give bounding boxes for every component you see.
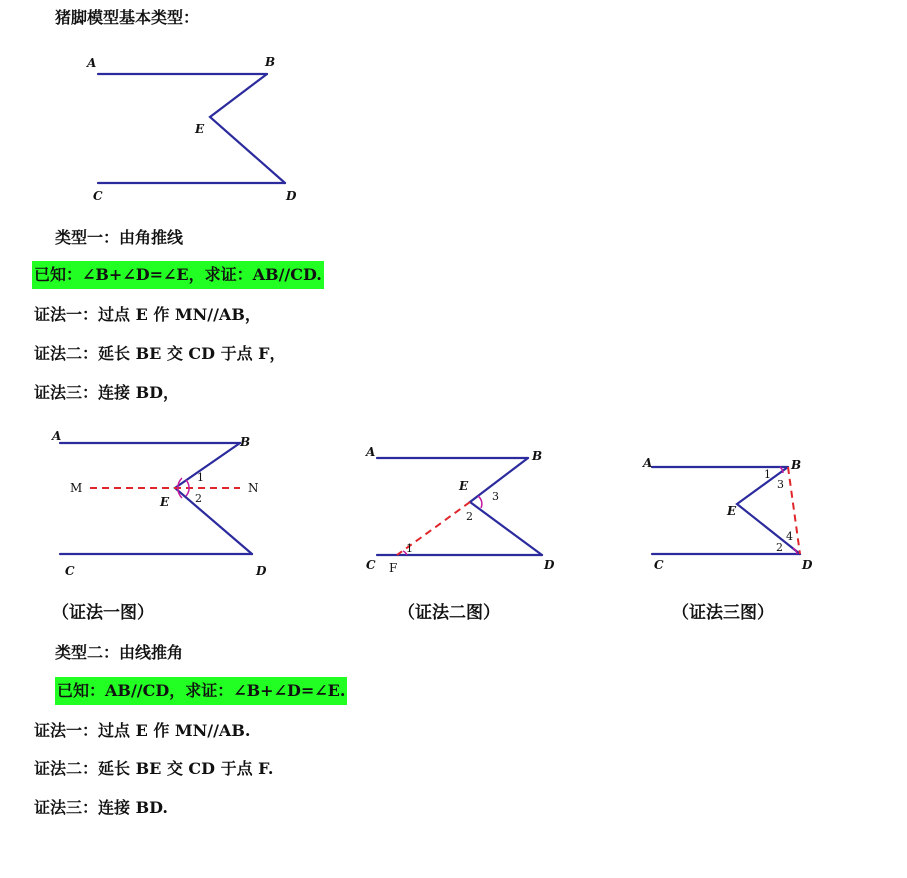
fig2-label-b: B — [532, 449, 543, 463]
type1-proof-3: 证法三：连接 BD， — [34, 383, 179, 402]
type2-proof-1: 证法一：过点 E 作 MN//AB. — [34, 721, 251, 740]
fig2-angle-3: 3 — [492, 490, 499, 503]
proof2-figure — [365, 445, 555, 575]
fig3-label-c: C — [654, 558, 664, 572]
fig1-label-m: M — [70, 481, 83, 495]
type1-proof-2: 证法二：延长 BE 交 CD 于点 F， — [34, 344, 286, 363]
type2-proof-2: 证法二：延长 BE 交 CD 于点 F. — [34, 759, 274, 778]
fig1-angle-1: 1 — [197, 471, 204, 484]
label-d: D — [286, 189, 297, 203]
fig1-label-c: C — [65, 564, 75, 578]
fig2-label-d: D — [544, 558, 555, 572]
fig2-label-a: A — [366, 445, 376, 459]
caption-proof3: （证法三图） — [672, 603, 774, 623]
fig1-label-a: A — [52, 429, 62, 443]
fig2-label-e: E — [459, 479, 469, 493]
page-heading: 猪脚模型基本类型： — [55, 8, 200, 27]
proof1-figure — [51, 429, 267, 578]
caption-proof1: （证法一图） — [52, 603, 154, 623]
fig3-angle-1: 1 — [764, 468, 771, 481]
fig2-label-f: F — [389, 561, 398, 575]
fig2-angle-2: 2 — [466, 510, 473, 523]
label-c: C — [93, 189, 103, 203]
caption-proof2: （证法二图） — [398, 603, 500, 623]
fig1-label-n: N — [248, 481, 259, 495]
fig3-angle-4: 4 — [786, 530, 793, 543]
fig3-angle-2: 2 — [776, 541, 783, 554]
type1-given: 已知：∠B+∠D=∠E，求证：AB//CD. — [32, 261, 324, 289]
fig3-label-d: D — [802, 558, 813, 572]
fig1-label-e: E — [160, 495, 170, 509]
fig3-angle-3: 3 — [777, 478, 784, 491]
fig2-angle-1: 1 — [406, 542, 413, 555]
fig1-label-d: D — [256, 564, 267, 578]
type2-title: 类型二：由线推角 — [55, 643, 184, 662]
type1-title: 类型一：由角推线 — [55, 228, 184, 247]
label-b: B — [265, 55, 276, 69]
type1-proof-1: 证法一：过点 E 作 MN//AB， — [34, 305, 261, 324]
label-a: A — [87, 56, 97, 70]
fig3-label-a: A — [643, 456, 653, 470]
fig3-label-e: E — [727, 504, 737, 518]
proof3-figure — [642, 456, 813, 572]
fig3-label-b: B — [791, 458, 802, 472]
type2-given: 已知：AB//CD，求证：∠B+∠D=∠E. — [55, 677, 347, 705]
fig1-label-b: B — [240, 435, 251, 449]
type2-proof-3: 证法三：连接 BD. — [34, 798, 168, 817]
fig2-label-c: C — [366, 558, 376, 572]
label-e: E — [195, 122, 205, 136]
fig1-angle-2: 2 — [195, 492, 202, 505]
